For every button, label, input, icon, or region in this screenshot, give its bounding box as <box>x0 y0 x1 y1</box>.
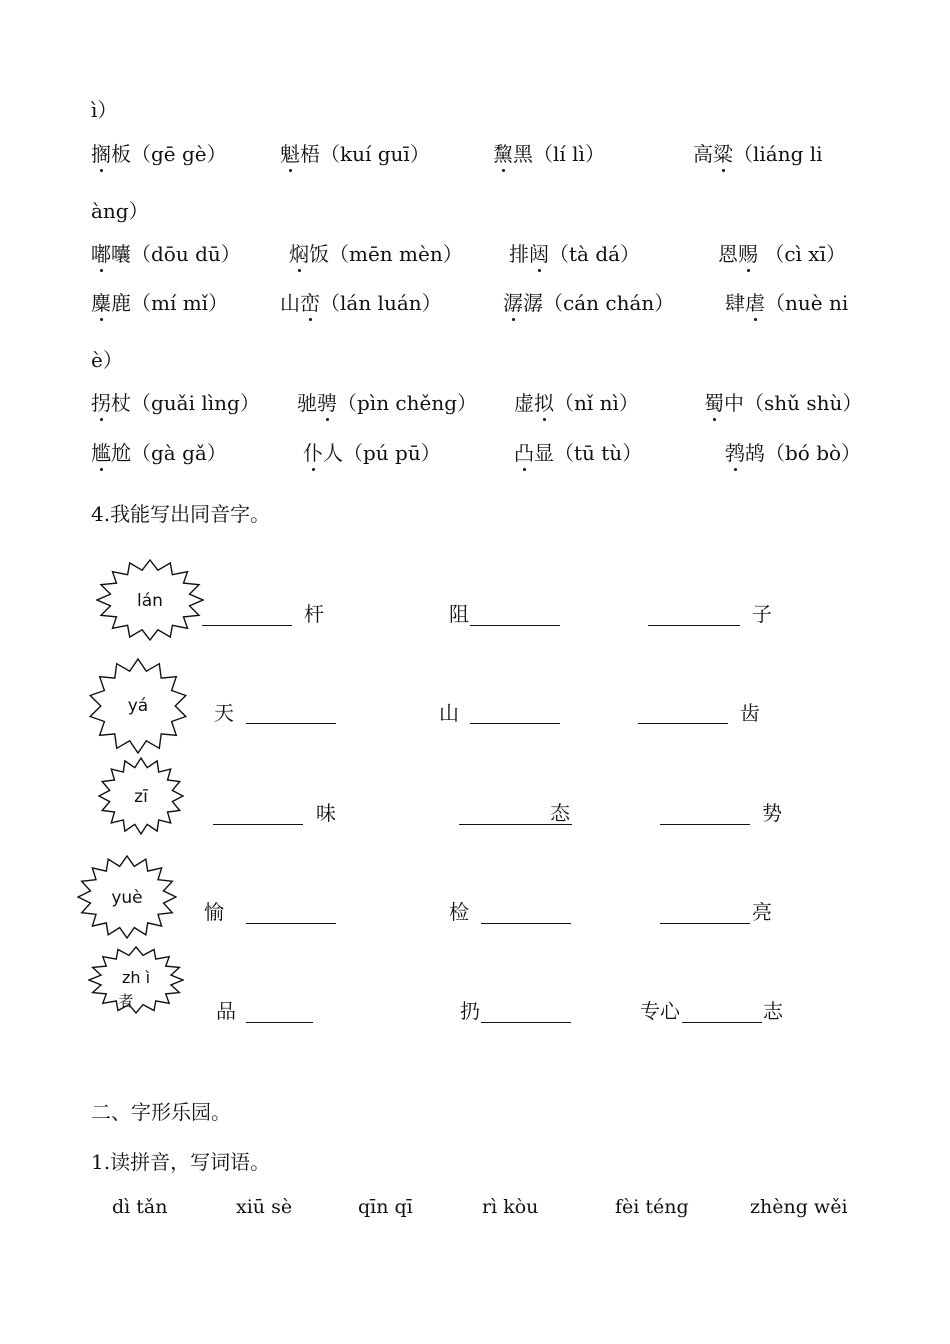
pinyin-word: dì tǎn <box>112 1196 168 1218</box>
word-item: 搁板（gē gè） <box>91 142 227 166</box>
pinyin-word: fèi téng <box>615 1196 689 1218</box>
part2-title: 二、字形乐园。 <box>91 1100 231 1124</box>
pinyin-label: zī <box>134 787 148 807</box>
word-item: 肆虐（nuè ni <box>725 291 849 315</box>
word-item: 山峦（lán luán） <box>280 291 442 315</box>
pinyin-word: rì kòu <box>482 1196 539 1218</box>
answer-blank[interactable] <box>202 624 292 626</box>
word-item: 焖饭（mēn mèn） <box>289 242 463 266</box>
answer-blank[interactable] <box>648 624 740 626</box>
given-char: 齿 <box>740 701 760 725</box>
answer-blank[interactable] <box>246 922 336 924</box>
word-item: 鹁鸪（bó bò） <box>725 441 862 465</box>
word-item: 恩赐 （cì xī） <box>718 242 846 266</box>
given-char: 阻 <box>449 602 469 626</box>
given-char: 势 <box>762 801 782 825</box>
given-char: 愉 <box>204 900 224 924</box>
given-char: 检 <box>449 900 469 924</box>
given-char: 态 <box>550 801 570 825</box>
word-item: 拐杖（guǎi lìng） <box>91 391 260 415</box>
word-item: 潺潺（cán chán） <box>503 291 675 315</box>
word-item: 高粱（liáng li <box>693 142 823 166</box>
word-item: 嘟囔（dōu dū） <box>91 242 241 266</box>
answer-blank[interactable] <box>660 922 750 924</box>
answer-blank[interactable] <box>481 1021 571 1023</box>
answer-blank[interactable] <box>246 722 336 724</box>
pinyin-starburst <box>96 559 204 641</box>
part2-subtitle: 1.读拼音，写词语。 <box>91 1150 271 1174</box>
pinyin-label: yá <box>127 696 149 716</box>
word-item: 魁梧（kuí guī） <box>280 142 430 166</box>
answer-blank[interactable] <box>682 1021 762 1023</box>
given-char: 子 <box>752 602 772 626</box>
answer-blank[interactable] <box>638 722 728 724</box>
given-char: 天 <box>214 701 234 725</box>
given-char: 山 <box>439 701 459 725</box>
given-char: 志 <box>763 999 783 1023</box>
given-char: 味 <box>316 801 336 825</box>
word-item: 仆人（pú pū） <box>303 441 441 465</box>
word-item: 麋鹿（mí mǐ） <box>91 291 229 315</box>
carry-text-top: ì） <box>91 98 118 122</box>
pinyin-label: zh ì <box>121 968 151 987</box>
section4-title: 4.我能写出同音字。 <box>91 502 271 526</box>
word-item: 黧黑（lí lì） <box>493 142 605 166</box>
answer-blank[interactable] <box>470 624 560 626</box>
pinyin-label-overflow: 者 <box>118 992 134 1010</box>
word-item: 凸显（tū tù） <box>514 441 643 465</box>
answer-blank[interactable] <box>481 922 571 924</box>
pinyin-starburst <box>88 658 188 754</box>
pinyin-starburst <box>98 757 184 835</box>
word-item: 排闼（tà dá） <box>509 242 641 266</box>
word-item: 虚拟（nǐ nì） <box>514 391 639 415</box>
pinyin-word: zhèng wěi <box>750 1196 848 1218</box>
word-item: 蜀中（shǔ shù） <box>704 391 863 415</box>
answer-blank[interactable] <box>660 823 750 825</box>
given-char: 品 <box>216 999 236 1023</box>
pinyin-word: xiū sè <box>236 1196 293 1218</box>
word-item: 驰骋（pìn chěng） <box>297 391 478 415</box>
answer-blank[interactable] <box>470 722 560 724</box>
pinyin-word: qīn qī <box>358 1196 413 1218</box>
pinyin-label: yuè <box>111 888 143 908</box>
carry-text-row-3: è） <box>91 348 123 372</box>
given-char: 杆 <box>304 602 324 626</box>
answer-blank[interactable] <box>213 823 303 825</box>
pinyin-starburst <box>88 946 184 1014</box>
given-char: 亮 <box>752 900 772 924</box>
carry-text-row-1: àng） <box>91 199 149 223</box>
answer-blank[interactable] <box>246 1021 313 1023</box>
word-item: 尴尬（gà gǎ） <box>91 441 227 465</box>
pinyin-label: lán <box>137 591 163 611</box>
given-char: 专心 <box>640 999 680 1023</box>
pinyin-starburst <box>77 855 177 939</box>
given-char: 扔 <box>460 999 480 1023</box>
